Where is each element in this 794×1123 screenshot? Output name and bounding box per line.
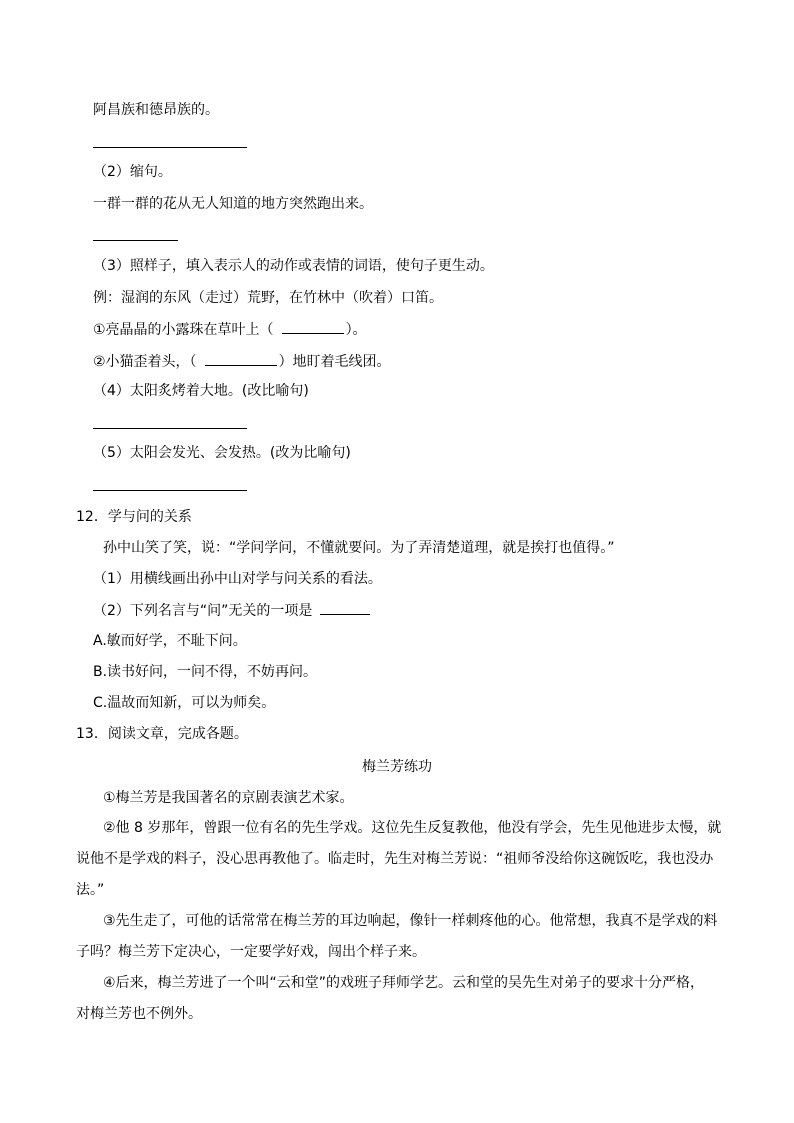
q12-sub2-text: （2）下列名言与“问”无关的一项是 bbox=[93, 603, 313, 619]
q12-sub2-blank[interactable] bbox=[320, 600, 370, 615]
q11-item2 bbox=[93, 351, 391, 372]
q12-heading: 12．学与问的关系 bbox=[76, 509, 192, 525]
article-para3-line2: 子吗？梅兰芳下定决心，一定要学好戏，闯出个样子来。 bbox=[76, 944, 426, 960]
article-para1: ①梅兰芳是我国著名的京剧表演艺术家。 bbox=[103, 790, 354, 806]
q11-part5-label: （5）太阳会发光、会发热。(改为比喻句) bbox=[93, 445, 351, 461]
q13-heading: 13．阅读文章，完成各题。 bbox=[76, 726, 248, 742]
q11-part2-sentence: 一群一群的花从无人知道的地方突然跑出来。 bbox=[93, 196, 373, 212]
article-title: 梅兰芳练功 bbox=[362, 759, 432, 775]
q12-option-a: A.敏而好学，不耻下问。 bbox=[93, 633, 247, 649]
article-para4-line2: 对梅兰芳也不例外。 bbox=[76, 1006, 202, 1022]
q11-part4-label: （4）太阳炙烤着大地。(改比喻句) bbox=[93, 383, 309, 399]
q11-item1 bbox=[93, 319, 367, 340]
q11-line1: 阿昌族和德昂族的。 bbox=[93, 102, 219, 118]
q12-sub2 bbox=[93, 600, 370, 621]
article-para3-line1: ③先生走了，可他的话常常在梅兰芳的耳边响起，像针一样刺疼他的心。他常想，我真不是学戏的料 bbox=[103, 913, 718, 929]
article-para2-line3: 法。” bbox=[76, 882, 105, 898]
q11-item1-text-b: ）。 bbox=[345, 322, 367, 338]
article-para4-line1: ④后来，梅兰芳进了一个叫“云和堂”的戏班子拜师学艺。云和堂的吴先生对弟子的要求十分严格， bbox=[103, 975, 705, 991]
q11-example: 例：湿润的东风（走过）荒野，在竹林中（吹着）口笛。 bbox=[93, 290, 443, 306]
q11-part3-label: （3）照样子，填入表示人的动作或表情的词语，使句子更生动。 bbox=[93, 258, 494, 274]
q11-item2-text-b: ）地盯着毛线团。 bbox=[278, 354, 391, 370]
q12-option-b: B.读书好问，一问不得，不妨再问。 bbox=[93, 664, 318, 680]
q11-item2-blank[interactable] bbox=[205, 351, 277, 366]
q11-part2-label: （2）缩句。 bbox=[93, 164, 172, 180]
q12-sub1: （1）用横线画出孙中山对学与问关系的看法。 bbox=[93, 571, 382, 587]
q12-option-c: C.温故而知新，可以为师矣。 bbox=[93, 695, 276, 711]
q11-item2-text-a: ②小猫歪着头，（ bbox=[93, 354, 197, 370]
q11-answer-line-4[interactable] bbox=[93, 428, 247, 429]
article-para2-line1: ②他 8 岁那年，曾跟一位有名的先生学戏。这位先生反复教他，他没有学会，先生见他进步太慢，就 bbox=[103, 820, 722, 836]
q11-answer-line-1[interactable] bbox=[93, 147, 247, 148]
q11-item1-text-a: ①亮晶晶的小露珠在草叶上（ bbox=[93, 322, 274, 338]
q11-answer-line-5[interactable] bbox=[93, 490, 247, 491]
q11-item1-blank[interactable] bbox=[282, 319, 344, 334]
article-para2-line2: 说他不是学戏的料子，没心思再教他了。临走时，先生对梅兰芳说：“祖师爷没给你这碗饭吃，我也没办 bbox=[76, 851, 714, 867]
q11-answer-line-2[interactable] bbox=[93, 240, 178, 241]
q12-quote: 孙中山笑了笑，说：“学问学问，不懂就要问。为了弄清楚道理，就是挨打也值得。” bbox=[103, 540, 615, 556]
